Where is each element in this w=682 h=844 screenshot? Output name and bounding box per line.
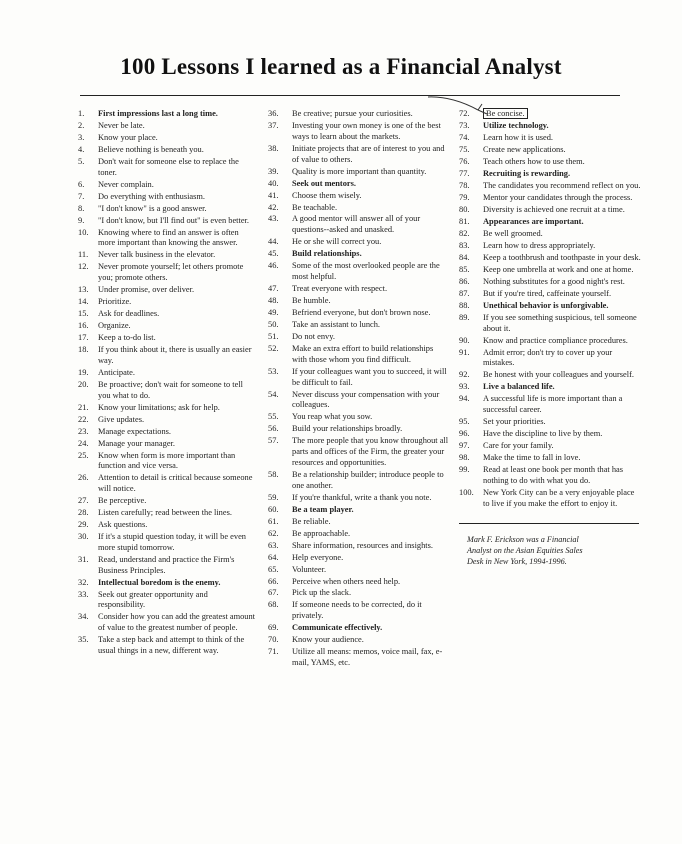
- lesson-number: 64.: [268, 552, 279, 562]
- lesson-text: Investing your own money is one of the best ways to learn about the markets.: [292, 120, 441, 141]
- lesson-number: 10.: [78, 227, 89, 237]
- lesson-number: 92.: [459, 370, 470, 380]
- lesson-text: Build your relationships broadly.: [292, 424, 403, 434]
- lesson-text: Communicate effectively.: [292, 623, 383, 633]
- author-note-line: Desk in New York, 1994-1996.: [467, 557, 567, 567]
- lesson-number: 68.: [268, 600, 279, 610]
- lesson-number: 31.: [78, 554, 89, 564]
- lesson-number: 23.: [78, 426, 89, 436]
- lesson-text: Do everything with enthusiasm.: [98, 191, 205, 201]
- lesson-number: 78.: [459, 180, 470, 190]
- lesson-text: Be teachable.: [292, 202, 338, 212]
- lesson-number: 33.: [78, 589, 89, 599]
- lesson-number: 76.: [459, 156, 470, 166]
- lesson-text: Know your limitations; ask for help.: [98, 402, 220, 412]
- lesson-number: 86.: [459, 276, 470, 286]
- lesson-text: Keep a toothbrush and toothpaste in your desk.: [483, 252, 641, 262]
- lesson-text: Be creative; pursue your curiosities.: [292, 109, 413, 118]
- lesson-number: 80.: [459, 204, 470, 214]
- lesson-text: Be a team player.: [292, 504, 354, 514]
- lesson-number: 9.: [78, 215, 85, 225]
- lesson-number: 38.: [268, 143, 279, 153]
- lesson-text: Manage expectations.: [98, 426, 172, 436]
- author-note-line: Mark F. Erickson was a Financial: [467, 535, 579, 545]
- lesson-number: 94.: [459, 394, 470, 404]
- lesson-text: Make an extra effort to build relationships with those whom you find difficult.: [292, 343, 434, 364]
- lesson-number: 77.: [459, 168, 470, 178]
- lesson-number: 4.: [78, 144, 85, 154]
- lesson-number: 43.: [268, 214, 279, 224]
- lesson-number: 67.: [268, 588, 279, 598]
- lesson-number: 71.: [268, 647, 279, 657]
- lesson-text: Ask for deadlines.: [98, 309, 160, 319]
- lesson-number: 55.: [268, 412, 279, 422]
- lesson-number: 87.: [459, 288, 470, 298]
- lesson-text: Don't wait for someone else to replace the toner.: [98, 156, 239, 177]
- lesson-text: Never discuss your compensation with your colleagues.: [292, 389, 440, 410]
- lesson-number: 82.: [459, 228, 470, 238]
- lesson-text: If you see something suspicious, tell someone about it.: [483, 312, 637, 333]
- lesson-text: Be honest with your colleagues and yourself.: [483, 370, 634, 380]
- lesson-number: 11.: [78, 250, 89, 260]
- lesson-number: 35.: [78, 635, 89, 645]
- lesson-text: Anticipate.: [98, 367, 135, 377]
- lesson-text: If you're thankful, write a thank you note.: [292, 492, 432, 502]
- lesson-text: Know your audience.: [292, 635, 364, 645]
- lesson-number: 12.: [78, 262, 89, 272]
- lesson-number: 53.: [268, 366, 279, 376]
- lesson-text: Recruiting is rewarding.: [483, 168, 571, 178]
- lesson-text: Initiate projects that are of interest to you and of value to others.: [292, 143, 445, 164]
- lesson-text: Organize.: [98, 321, 131, 331]
- lesson-number: 72.: [459, 109, 470, 118]
- lesson-number: 29.: [78, 520, 89, 530]
- lesson-number: 58.: [268, 469, 279, 479]
- lesson-number: 16.: [78, 321, 89, 331]
- lesson-text: A good mentor will answer all of your questions--asked and unasked.: [292, 214, 421, 235]
- lesson-text: Quality is more important than quantity.: [292, 166, 427, 176]
- lesson-text: Read at least one book per month that has nothing to do with what you do.: [483, 464, 624, 485]
- lesson-text: Utilize technology.: [483, 120, 549, 130]
- lesson-text: Create new applications.: [483, 144, 566, 154]
- lesson-number: 27.: [78, 496, 89, 506]
- lesson-text: Be well groomed.: [483, 228, 543, 238]
- lesson-number: 3.: [78, 132, 85, 142]
- lesson-text: Believe nothing is beneath you.: [98, 144, 204, 154]
- lesson-number: 69.: [268, 623, 279, 633]
- lesson-number: 95.: [459, 417, 470, 427]
- lesson-text: He or she will correct you.: [292, 237, 382, 247]
- lesson-number: 52.: [268, 343, 279, 353]
- lesson-text: Ask questions.: [98, 520, 148, 530]
- lesson-number: 91.: [459, 347, 470, 357]
- lesson-number: 97.: [459, 441, 470, 450]
- lesson-text: Choose them wisely.: [292, 190, 362, 200]
- lesson-text: Know your place.: [98, 132, 158, 142]
- lesson-text: Help everyone.: [292, 552, 344, 562]
- lesson-text: Utilize all means: memos, voice mail, fax, e-mail, YAMS, etc.: [292, 647, 443, 668]
- lesson-text: Learn how it is used.: [483, 132, 554, 142]
- lesson-number: 7.: [78, 191, 85, 201]
- lesson-text: Be approachable.: [292, 528, 351, 538]
- lesson-text: Keep one umbrella at work and one at home.: [483, 264, 634, 274]
- lesson-number: 89.: [459, 312, 470, 322]
- lesson-text: Listen carefully; read between the lines.: [98, 508, 232, 518]
- lesson-number: 62.: [268, 528, 279, 538]
- lesson-number: 83.: [459, 240, 470, 250]
- lesson-number: 41.: [268, 190, 279, 200]
- lesson-number: 8.: [78, 203, 85, 213]
- lesson-text: Build relationships.: [292, 249, 362, 259]
- lesson-number: 66.: [268, 576, 279, 586]
- lesson-text: Consider how you can add the greatest amount of value to the greatest number of people.: [98, 612, 255, 633]
- lesson-number: 1.: [78, 109, 85, 118]
- lesson-number: 42.: [268, 202, 279, 212]
- lesson-number: 98.: [459, 452, 470, 462]
- lesson-number: 15.: [78, 309, 89, 319]
- lesson-text: Never be late.: [98, 120, 145, 130]
- lesson-text: Nothing substitutes for a good night's rest.: [483, 276, 625, 286]
- lesson-text: Some of the most overlooked people are the most helpful.: [292, 261, 440, 282]
- lesson-text: If someone needs to be corrected, do it privately.: [292, 600, 422, 621]
- lesson-text: Seek out mentors.: [292, 178, 356, 188]
- lesson-text: Admit error; don't try to cover up your mistakes.: [483, 347, 613, 368]
- lesson-number: 79.: [459, 192, 470, 202]
- lesson-text: "I don't know, but I'll find out" is even better.: [98, 215, 249, 225]
- lesson-number: 84.: [459, 252, 470, 262]
- lesson-text: Know and practice compliance procedures.: [483, 335, 628, 345]
- lesson-number: 63.: [268, 540, 279, 550]
- lesson-number: 47.: [268, 284, 279, 294]
- lesson-text: Share information, resources and insights.: [292, 540, 433, 550]
- lesson-number: 17.: [78, 333, 89, 343]
- lesson-text: "I don't know" is a good answer.: [98, 203, 207, 213]
- lesson-number: 6.: [78, 179, 85, 189]
- lesson-text: Never talk business in the elevator.: [98, 250, 216, 260]
- lesson-number: 20.: [78, 379, 89, 389]
- lesson-text: Under promise, over deliver.: [98, 285, 195, 295]
- lesson-text: Never complain.: [98, 179, 154, 189]
- lesson-number: 99.: [459, 464, 470, 474]
- lesson-text: Care for your family.: [483, 441, 554, 450]
- lesson-text: Diversity is achieved one recruit at a time.: [483, 204, 625, 214]
- lesson-text: Do not envy.: [292, 331, 335, 341]
- lesson-number: 14.: [78, 297, 89, 307]
- circled-lesson-text: Be concise.: [483, 108, 528, 119]
- lesson-number: 73.: [459, 120, 470, 130]
- lesson-number: 32.: [78, 577, 89, 587]
- lesson-text: Seek out greater opportunity and responsibility.: [98, 589, 208, 610]
- lesson-number: 56.: [268, 424, 279, 434]
- lesson-number: 65.: [268, 564, 279, 574]
- lesson-number: 45.: [268, 249, 279, 259]
- lesson-number: 28.: [78, 508, 89, 518]
- lesson-number: 61.: [268, 516, 279, 526]
- lesson-text: Know when form is more important than function and vice versa.: [98, 450, 236, 471]
- lesson-number: 75.: [459, 144, 470, 154]
- lesson-text: Be a relationship builder; introduce people to one another.: [292, 469, 444, 490]
- lesson-number: 81.: [459, 216, 470, 226]
- lesson-number: 34.: [78, 612, 89, 622]
- lesson-number: 37.: [268, 120, 279, 130]
- lesson-number: 49.: [268, 307, 279, 317]
- lesson-text: The more people that you know throughout all parts and offices of the Firm, the greater your resources and opportunities.: [292, 436, 449, 467]
- lesson-number: 24.: [78, 438, 89, 448]
- lesson-number: 13.: [78, 285, 89, 295]
- lesson-text: Intellectual boredom is the enemy.: [98, 577, 221, 587]
- lesson-text: Befriend everyone, but don't brown nose.: [292, 307, 431, 317]
- lesson-text: If it's a stupid question today, it will be even more stupid tomorrow.: [98, 532, 246, 552]
- lesson-text: Manage your manager.: [98, 438, 175, 448]
- page-title: 100 Lessons I learned as a Financial Analyst: [120, 54, 562, 79]
- lesson-number: 40.: [268, 178, 279, 188]
- lesson-text: Be reliable.: [292, 516, 331, 526]
- lesson-number: 57.: [268, 436, 279, 446]
- lesson-text: Set your priorities.: [483, 417, 546, 427]
- lesson-text: Be proactive; don't wait for someone to tell you what to do.: [98, 379, 244, 400]
- lesson-text: If your colleagues want you to succeed, it will be difficult to fail.: [292, 366, 447, 387]
- lesson-text: Have the discipline to live by them.: [483, 429, 603, 439]
- lesson-number: 18.: [78, 345, 89, 355]
- lesson-text: Knowing where to find an answer is often more important than knowing the answer.: [98, 227, 239, 248]
- lesson-number: 85.: [459, 264, 470, 274]
- lesson-text: Unethical behavior is unforgivable.: [483, 300, 609, 310]
- lesson-text: Volunteer.: [292, 564, 327, 574]
- lesson-text: Prioritize.: [98, 297, 132, 307]
- lesson-number: 60.: [268, 504, 279, 514]
- lesson-number: 30.: [78, 532, 89, 542]
- lesson-text: Mentor your candidates through the process.: [483, 192, 633, 202]
- lesson-text: Keep a to-do list.: [98, 333, 156, 343]
- lesson-text: Read, understand and practice the Firm's Business Principles.: [98, 554, 235, 575]
- lesson-number: 36.: [268, 109, 279, 118]
- lesson-number: 19.: [78, 367, 89, 377]
- lesson-text: New York City can be a very enjoyable place to live if you make the effort to enjoy it.: [483, 487, 635, 508]
- lesson-text: Attention to detail is critical because someone will notice.: [98, 473, 253, 494]
- lesson-number: 26.: [78, 473, 89, 483]
- lesson-number: 39.: [268, 166, 279, 176]
- author-note-line: Analyst on the Asian Equities Sales: [467, 546, 583, 556]
- lesson-text: Live a balanced life.: [483, 382, 555, 392]
- lesson-number: 70.: [268, 635, 279, 645]
- lesson-number: 50.: [268, 319, 279, 329]
- lesson-number: 46.: [268, 261, 279, 271]
- lesson-number: 88.: [459, 300, 470, 310]
- lesson-number: 48.: [268, 296, 279, 305]
- lesson-text: Be perceptive.: [98, 496, 147, 506]
- lesson-number: 93.: [459, 382, 470, 392]
- lesson-number: 96.: [459, 429, 470, 439]
- lesson-text: Make the time to fall in love.: [483, 452, 581, 462]
- lesson-text: Never promote yourself; let others promote you; promote others.: [98, 262, 244, 283]
- lesson-number: 51.: [268, 331, 279, 341]
- lesson-text: Teach others how to use them.: [483, 156, 585, 166]
- lesson-text: Give updates.: [98, 414, 145, 424]
- lesson-text: Appearances are important.: [483, 216, 584, 226]
- lesson-number: 54.: [268, 389, 279, 399]
- lesson-text: First impressions last a long time.: [98, 109, 218, 118]
- lesson-number: 100.: [459, 487, 474, 497]
- lesson-text: But if you're tired, caffeinate yourself.: [483, 288, 612, 298]
- lesson-text: Treat everyone with respect.: [292, 284, 388, 294]
- lesson-text: Take an assistant to lunch.: [292, 319, 381, 329]
- lesson-text: You reap what you sow.: [292, 412, 373, 422]
- lesson-number: 21.: [78, 402, 89, 412]
- lesson-number: 25.: [78, 450, 89, 460]
- lesson-number: 59.: [268, 492, 279, 502]
- lesson-text: Take a step back and attempt to think of the usual things in a new, different way.: [98, 635, 245, 656]
- lesson-number: 74.: [459, 132, 470, 142]
- lesson-number: 2.: [78, 120, 85, 130]
- lesson-number: 22.: [78, 414, 89, 424]
- lesson-number: 90.: [459, 335, 470, 345]
- lesson-number: 5.: [78, 156, 85, 166]
- lesson-text: A successful life is more important than a successful career.: [483, 394, 623, 415]
- lesson-text: Pick up the slack.: [292, 588, 352, 598]
- lesson-text: If you think about it, there is usually an easier way.: [98, 345, 252, 365]
- lesson-text: Be humble.: [292, 296, 331, 305]
- lesson-text: The candidates you recommend reflect on you.: [483, 180, 641, 190]
- lesson-number: 44.: [268, 237, 279, 247]
- lesson-text: Perceive when others need help.: [292, 576, 401, 586]
- lesson-text: Learn how to dress appropriately.: [483, 240, 596, 250]
